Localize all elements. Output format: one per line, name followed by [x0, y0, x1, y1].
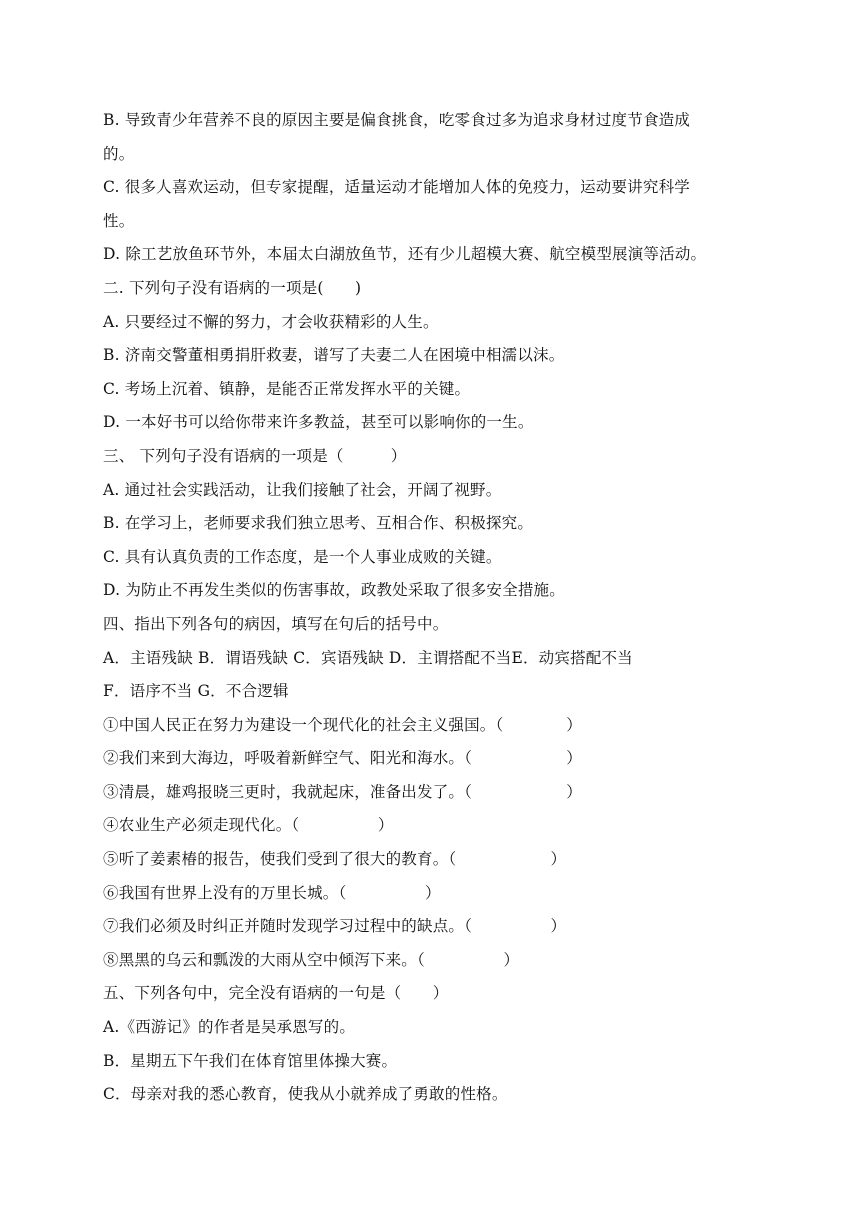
option-line: F．语序不当 G．不合逻辑: [103, 682, 289, 701]
question-line: ②我们来到大海边，呼吸着新鲜空气、阳光和海水。（ ）: [103, 749, 582, 768]
option-line: B. 济南交警董相勇捐肝救妻，谱写了夫妻二人在困境中相濡以沫。: [103, 346, 565, 365]
section-heading: 二. 下列句子没有语病的一项是( ): [103, 278, 362, 297]
option-line: D. 为防止不再发生类似的伤害事故，政教处采取了很多安全措施。: [103, 581, 565, 600]
text-line: 性。: [103, 211, 135, 230]
text-line: B. 导致青少年营养不良的原因主要是偏食挑食，吃零食过多为追求身材过度节食造成: [103, 111, 691, 129]
question-line: ⑤听了姜素椿的报告，使我们受到了很大的教育。（ ）: [103, 850, 567, 869]
text-line: C. 很多人喜欢运动，但专家提醒，适量运动才能增加人体的免疫力，运动要讲究科学: [103, 178, 690, 197]
option-line: A. 通过社会实践活动，让我们接触了社会，开阔了视野。: [103, 480, 502, 499]
option-line: C．母亲对我的悉心教育，使我从小就养成了勇敢的性格。: [103, 1085, 508, 1104]
option-line: C. 考场上沉着、镇静，是能否正常发挥水平的关键。: [103, 379, 471, 398]
option-line: A.《西游记》的作者是吴承恩写的。: [103, 1018, 356, 1037]
question-line: ④农业生产必须走现代化。（ ）: [103, 816, 394, 835]
option-line: D. 一本好书可以给你带来许多教益，甚至可以影响你的一生。: [103, 413, 534, 432]
section-heading: 三、 下列句子没有语病的一项是（ ）: [103, 446, 407, 465]
document-body: [103, 104, 763, 1112]
text-line: D. 除工艺放鱼环节外，本届太白湖放鱼节，还有少儿超模大赛、航空模型展演等活动。: [103, 245, 707, 264]
option-line: C. 具有认真负责的工作态度，是一个人事业成败的关键。: [103, 547, 502, 566]
section-heading: 五、下列各句中，完全没有语病的一句是（ ）: [103, 984, 449, 1003]
section-heading: 四、指出下列各句的病因，填写在句后的括号中。: [103, 614, 449, 633]
question-line: ⑧黑黑的乌云和瓢泼的大雨从空中倾泻下来。（ ）: [103, 950, 520, 969]
option-line: B. 在学习上，老师要求我们独立思考、互相合作、积极探究。: [103, 514, 534, 533]
option-line: A. 只要经过不懈的努力，才会收获精彩的人生。: [103, 312, 439, 331]
option-line: B．星期五下午我们在体育馆里体操大赛。: [103, 1051, 398, 1070]
question-line: ③清晨，雄鸡报晓三更时，我就起床，准备出发了。（ ）: [103, 782, 582, 801]
option-line: A．主语残缺 B．谓语残缺 C．宾语残缺 D．主谓搭配不当E．动宾搭配不当: [103, 648, 633, 667]
question-line: ⑥我国有世界上没有的万里长城。（ ）: [103, 883, 441, 902]
question-line: ①中国人民正在努力为建设一个现代化的社会主义强国。（ ）: [103, 715, 582, 734]
text-line: 的。: [103, 144, 135, 163]
question-line: ⑦我们必须及时纠正并随时发现学习过程中的缺点。（ ）: [103, 917, 567, 936]
